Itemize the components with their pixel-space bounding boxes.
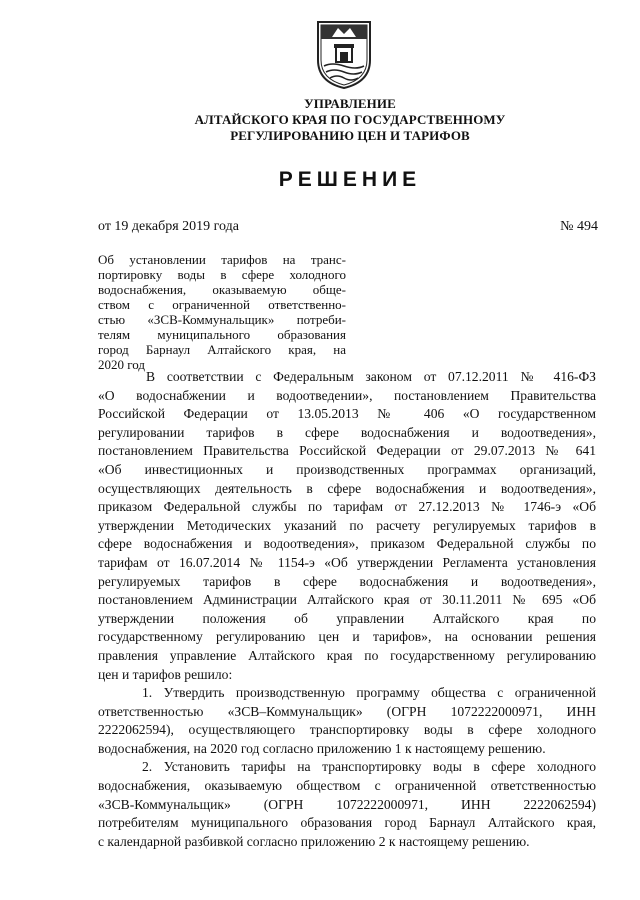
organization-name	[120, 96, 580, 144]
subject-line: портировку воды в сфере холодного	[98, 267, 346, 282]
org-line: АЛТАЙСКОГО КРАЯ ПО ГОСУДАРСТВЕННОМУ	[194, 112, 506, 127]
body-line: тарифам от 16.07.2014 № 1154-э «Об утверждении Регламента установления	[98, 554, 596, 570]
body-line: 2222062594), осуществляющего транспортировку воды в сфере холодного	[98, 722, 596, 738]
document-title: РЕШЕНИЕ	[278, 168, 422, 191]
body-line: с календарной разбивкой согласно приложению 2 к настоящему решению.	[98, 833, 530, 849]
body-line: «О водоснабжении и водоотведении», постановлением Правительства	[98, 387, 596, 403]
body-line: регулировании тарифов в сфере водоснабжения и водоотведения»,	[98, 424, 596, 440]
subject-line: ством с ограниченной ответственно-	[98, 297, 346, 312]
body-line: осуществляющих деятельность в сфере водоснабжения и водоотведения»,	[98, 480, 596, 496]
decision-item-2	[98, 758, 596, 851]
body-line: сфере водоснабжения и водоотведения», приказом Федеральной службы по	[98, 536, 596, 552]
body-line: 2. Установить тарифы на транспортировку воды в сфере холодного	[142, 759, 596, 775]
document-body	[98, 368, 596, 851]
subject-line: телям муниципального образования	[98, 327, 346, 342]
body-line: водоснабжения, на 2020 год согласно приложению 1 к настоящему решению.	[98, 740, 546, 756]
altai-krai-coat-of-arms-icon	[312, 16, 376, 92]
body-line: государственному регулированию цен и тарифов», на основании решения	[98, 629, 596, 645]
org-line: УПРАВЛЕНИЕ	[304, 96, 396, 111]
body-line: цен и тарифов решило:	[98, 666, 233, 682]
body-line: Российской Федерации от 13.05.2013 № 406 «О государственном	[98, 406, 596, 422]
document-subject	[98, 252, 346, 372]
body-line: регулируемых тарифов в сфере водоснабжения и водоотведения»,	[98, 573, 596, 589]
body-line: правления управление Алтайского края по государственному регулированию	[98, 647, 596, 663]
preamble-paragraph	[98, 368, 596, 684]
body-line: ответственностью «ЗСВ–Коммунальщик» (ОГРН 1072222000971, ИНН	[98, 703, 596, 719]
body-line: постановлением Правительства Российской Федерации от 29.07.2013 № 641	[98, 443, 596, 459]
document-date: от 19 декабря 2019 года	[98, 219, 239, 234]
org-line: РЕГУЛИРОВАНИЮ ЦЕН И ТАРИФОВ	[230, 128, 470, 143]
subject-line: Об установлении тарифов на транс-	[98, 252, 346, 267]
body-line: «Об инвестиционных и производственных программах организаций,	[98, 461, 596, 477]
body-line: приказом Федеральной службы по тарифам от 27.12.2013 № 1746-э «Об	[98, 499, 596, 515]
body-line: постановлением Администрации Алтайского края от 30.11.2011 № 695 «Об	[98, 592, 596, 608]
decision-item-1	[98, 684, 596, 758]
body-line: утверждении Методических указаний по расчету регулируемых тарифов в	[98, 517, 596, 533]
document-number: № 494	[560, 219, 598, 234]
body-line: утверждении положения об управлении Алтайского края по	[98, 610, 596, 626]
body-line: потребителям муниципального образования город Барнаул Алтайского края,	[98, 815, 596, 831]
subject-line: стью «ЗСВ-Коммунальщик» потреби-	[98, 312, 346, 327]
body-line: 1. Утвердить производственную программу общества с ограниченной	[142, 685, 596, 701]
body-line: водоснабжения, оказываемую обществом с ограниченной ответственностью	[98, 778, 596, 794]
subject-line: 2020 год	[98, 357, 145, 372]
body-line: В соответствии с Федеральным законом от 07.12.2011 № 416-ФЗ	[146, 369, 596, 384]
subject-line: водоснабжения, оказываемую обще-	[98, 282, 346, 297]
subject-line: город Барнаул Алтайского края, на	[98, 342, 346, 357]
body-line: «ЗСВ-Коммунальщик» (ОГРН 1072222000971, ИНН 2222062594)	[98, 796, 596, 812]
